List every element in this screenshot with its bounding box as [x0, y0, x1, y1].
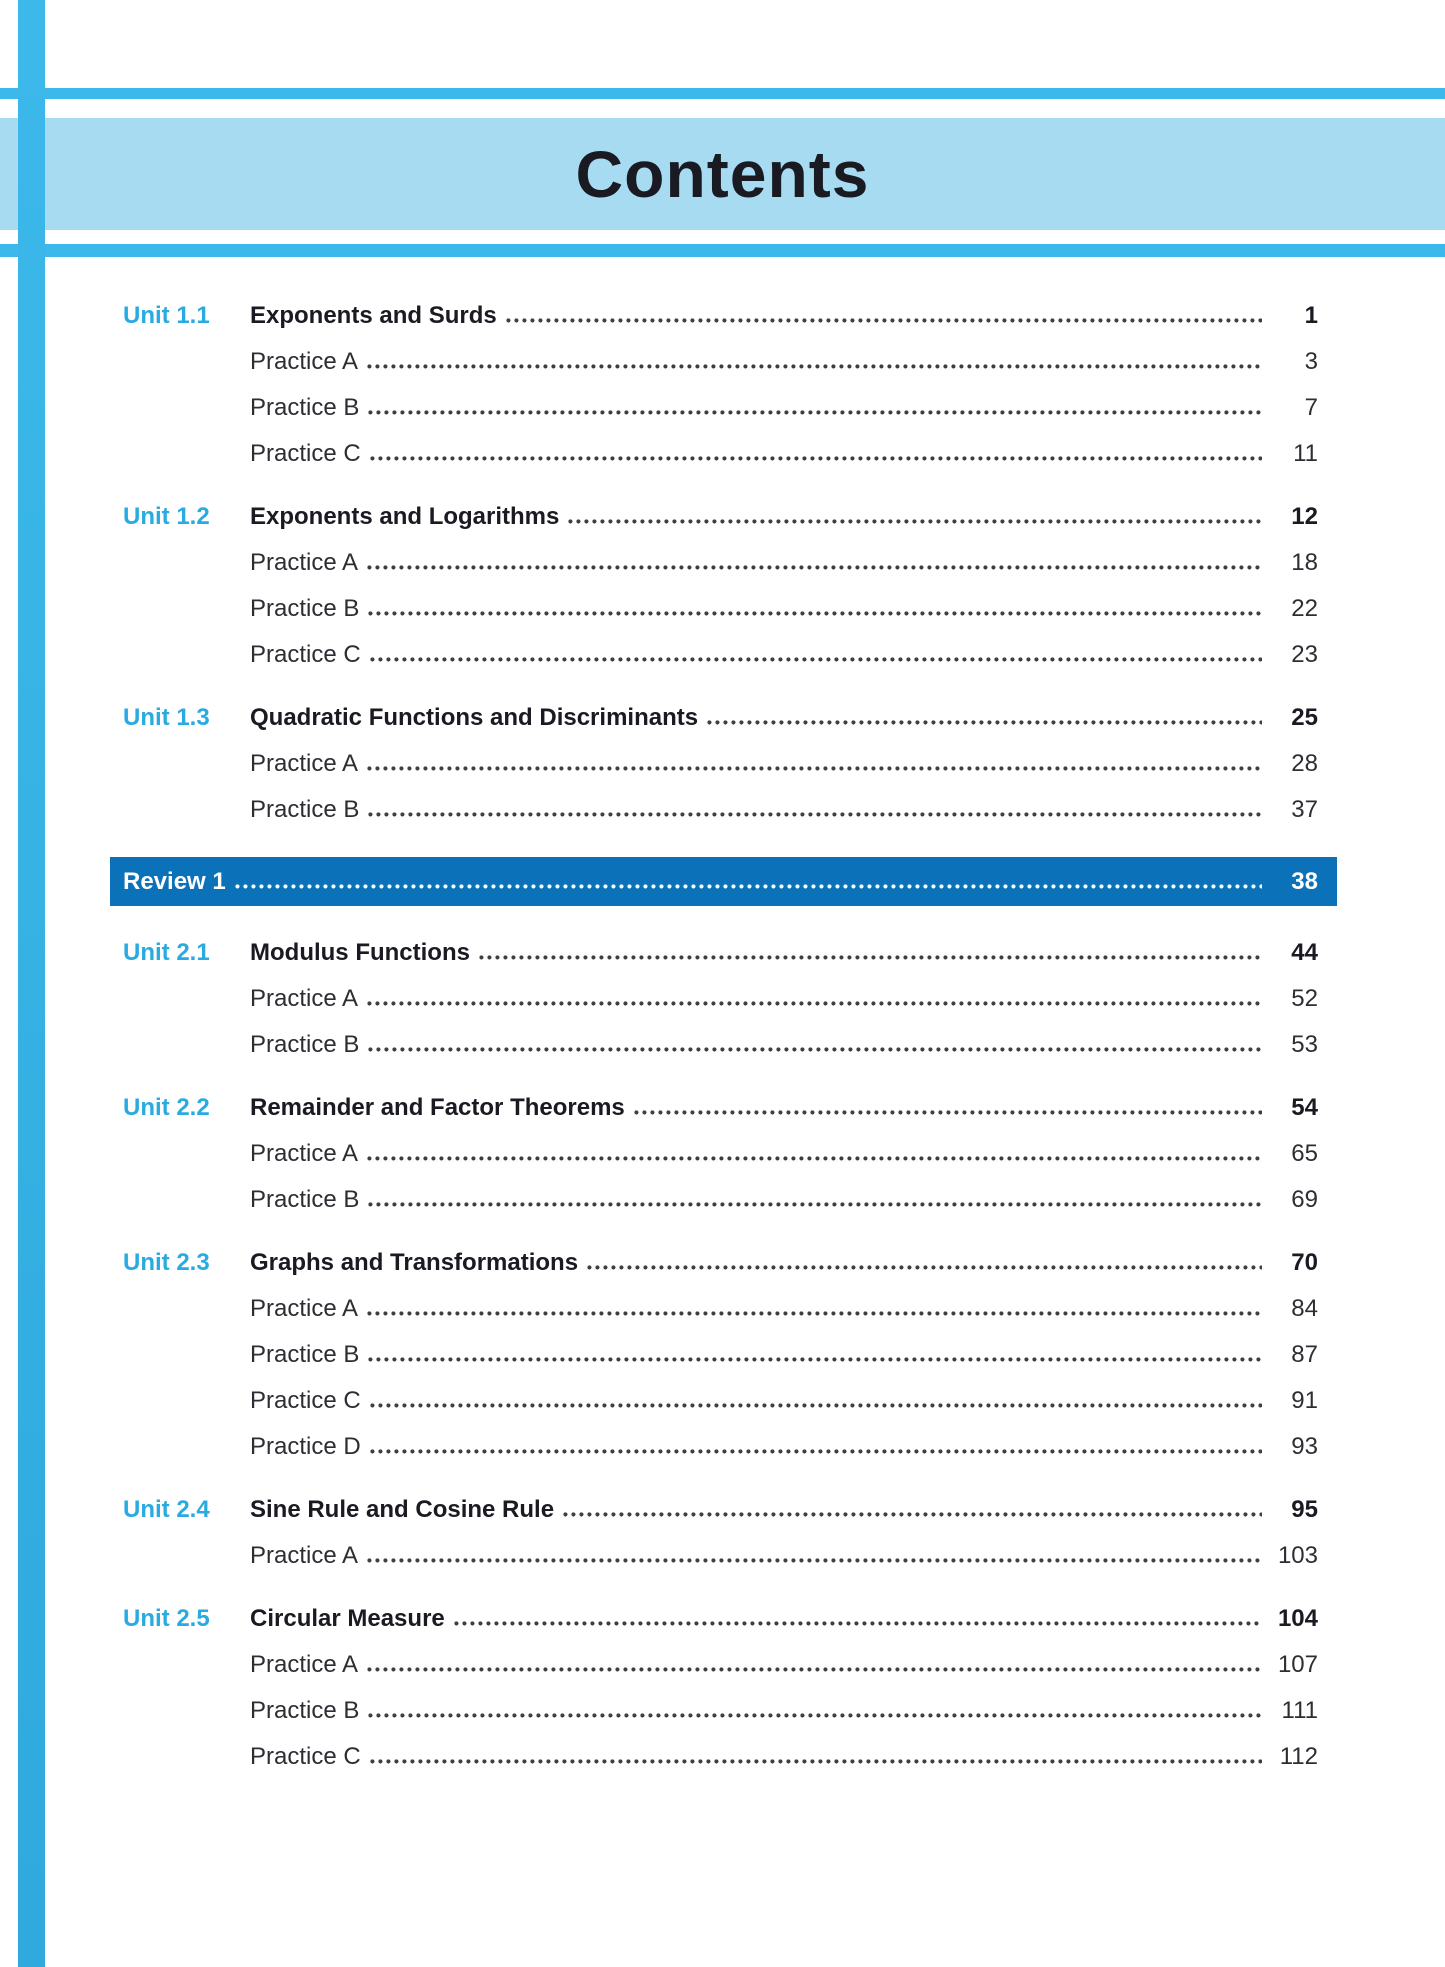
page-number: 84: [1291, 1295, 1318, 1322]
toc-practice-row: [123, 1286, 1318, 1332]
unit-label: Unit 2.2: [123, 1094, 210, 1121]
practice-title: Practice B: [250, 796, 360, 823]
page-number: 53: [1291, 1031, 1318, 1058]
practice-title: Practice A: [250, 1140, 359, 1167]
page-number: 70: [1291, 1249, 1318, 1276]
practice-title: Practice B: [250, 595, 360, 622]
practice-title: Practice A: [250, 1295, 359, 1322]
left-accent-bar: [18, 0, 45, 1967]
dotted-leader: [368, 1047, 1262, 1052]
dotted-leader: [368, 1202, 1262, 1207]
dotted-leader: [587, 1265, 1262, 1270]
unit-title: Exponents and Logarithms: [250, 503, 560, 530]
toc-unit-row: [123, 1596, 1318, 1642]
dotted-leader: [368, 1713, 1262, 1718]
toc-unit-row: [123, 930, 1318, 976]
practice-title: Practice A: [250, 549, 359, 576]
toc-list: [123, 293, 1318, 1780]
dotted-leader: [370, 1403, 1262, 1408]
page-number: 104: [1277, 1605, 1318, 1632]
dotted-leader: [367, 1156, 1262, 1161]
page-number: 37: [1291, 796, 1318, 823]
toc-practice-row: [123, 1131, 1318, 1177]
page-number: 107: [1277, 1651, 1318, 1678]
review-banner: [110, 857, 1337, 906]
page-number: 54: [1291, 1094, 1318, 1121]
practice-title: Practice B: [250, 1031, 360, 1058]
header-top-stripe: [0, 88, 1445, 99]
practice-title: Practice A: [250, 348, 359, 375]
toc-practice-row: [123, 540, 1318, 586]
toc-unit-row: [123, 1085, 1318, 1131]
practice-title: Practice A: [250, 750, 359, 777]
unit-title: Modulus Functions: [250, 939, 470, 966]
page-number: 23: [1291, 641, 1318, 668]
page-number: 1: [1304, 302, 1318, 329]
toc-practice-row: [123, 741, 1318, 787]
unit-title: Circular Measure: [250, 1605, 445, 1632]
toc-practice-row: [123, 1642, 1318, 1688]
unit-label: Unit 2.3: [123, 1249, 210, 1276]
toc-practice-row: [123, 1378, 1318, 1424]
dotted-leader: [368, 611, 1262, 616]
toc-unit-row: [123, 494, 1318, 540]
dotted-leader: [479, 955, 1262, 960]
toc-unit-row: [123, 695, 1318, 741]
practice-title: Practice B: [250, 1341, 360, 1368]
page-number: 111: [1281, 1697, 1318, 1724]
dotted-leader: [370, 1759, 1262, 1764]
dotted-leader: [563, 1512, 1262, 1517]
practice-title: Practice B: [250, 394, 360, 421]
page-number: 11: [1293, 440, 1318, 467]
page-number: 38: [1291, 868, 1318, 895]
dotted-leader: [506, 318, 1262, 323]
practice-title: Practice A: [250, 1651, 359, 1678]
practice-title: Practice C: [250, 641, 361, 668]
dotted-leader: [568, 519, 1262, 524]
practice-title: Practice C: [250, 1387, 361, 1414]
practice-title: Practice B: [250, 1697, 360, 1724]
toc-practice-row: [123, 1332, 1318, 1378]
toc-practice-row: [123, 1533, 1318, 1579]
dotted-leader: [368, 812, 1262, 817]
dotted-leader: [235, 884, 1262, 889]
page-number: 7: [1304, 394, 1318, 421]
page-number: 28: [1291, 750, 1318, 777]
practice-title: Practice A: [250, 1542, 359, 1569]
dotted-leader: [454, 1621, 1262, 1626]
toc-practice-row: [123, 385, 1318, 431]
unit-label: Unit 1.2: [123, 503, 210, 530]
dotted-leader: [634, 1110, 1262, 1115]
dotted-leader: [368, 410, 1262, 415]
practice-title: Practice D: [250, 1433, 361, 1460]
unit-title: Remainder and Factor Theorems: [250, 1094, 625, 1121]
toc-practice-row: [123, 339, 1318, 385]
toc-practice-row: [123, 586, 1318, 632]
toc-practice-row: [123, 1688, 1318, 1734]
toc-practice-row: [123, 632, 1318, 678]
page-number: 22: [1291, 595, 1318, 622]
header-bottom-stripe: [0, 244, 1445, 257]
practice-title: Practice A: [250, 985, 359, 1012]
page-number: 3: [1304, 348, 1318, 375]
toc-practice-row: [123, 1734, 1318, 1780]
toc-practice-row: [123, 1424, 1318, 1470]
header-band: [0, 118, 1445, 230]
page-number: 103: [1277, 1542, 1318, 1569]
dotted-leader: [370, 456, 1262, 461]
dotted-leader: [367, 565, 1262, 570]
toc-practice-row: [123, 1177, 1318, 1223]
page-number: 52: [1291, 985, 1318, 1012]
dotted-leader: [707, 720, 1262, 725]
toc-practice-row: [123, 787, 1318, 833]
practice-title: Practice C: [250, 440, 361, 467]
page-title: Contents: [575, 137, 870, 211]
dotted-leader: [367, 1667, 1262, 1672]
dotted-leader: [367, 1558, 1262, 1563]
unit-label: Unit 2.4: [123, 1496, 210, 1523]
toc-practice-row: [123, 976, 1318, 1022]
unit-label: Unit 2.1: [123, 939, 210, 966]
unit-title: Quadratic Functions and Discriminants: [250, 704, 699, 731]
unit-label: Unit 2.5: [123, 1605, 210, 1632]
dotted-leader: [367, 1001, 1262, 1006]
page-number: 95: [1291, 1496, 1318, 1523]
dotted-leader: [367, 766, 1262, 771]
toc-unit-row: [123, 1240, 1318, 1286]
practice-title: Practice C: [250, 1743, 361, 1770]
dotted-leader: [367, 1311, 1262, 1316]
toc-unit-row: [123, 293, 1318, 339]
page-number: 65: [1291, 1140, 1318, 1167]
page-number: 69: [1291, 1186, 1318, 1213]
page-number: 87: [1291, 1341, 1318, 1368]
page-number: 93: [1291, 1433, 1318, 1460]
page-number: 91: [1291, 1387, 1318, 1414]
toc-practice-row: [123, 1022, 1318, 1068]
dotted-leader: [370, 657, 1262, 662]
page-number: 18: [1291, 549, 1318, 576]
unit-label: Unit 1.3: [123, 704, 210, 731]
header: [0, 0, 1445, 257]
page-number: 44: [1291, 939, 1318, 966]
toc-practice-row: [123, 431, 1318, 477]
page-number: 112: [1279, 1743, 1318, 1770]
unit-title: Sine Rule and Cosine Rule: [250, 1496, 555, 1523]
page-number: 12: [1291, 503, 1318, 530]
dotted-leader: [368, 1357, 1262, 1362]
unit-title: Graphs and Transformations: [250, 1249, 579, 1276]
practice-title: Practice B: [250, 1186, 360, 1213]
unit-label: Unit 1.1: [123, 302, 210, 329]
dotted-leader: [370, 1449, 1262, 1454]
page-number: 25: [1291, 704, 1318, 731]
unit-title: Exponents and Surds: [250, 302, 497, 329]
toc-unit-row: [123, 1487, 1318, 1533]
dotted-leader: [367, 364, 1262, 369]
review-title: Review 1: [123, 868, 226, 895]
